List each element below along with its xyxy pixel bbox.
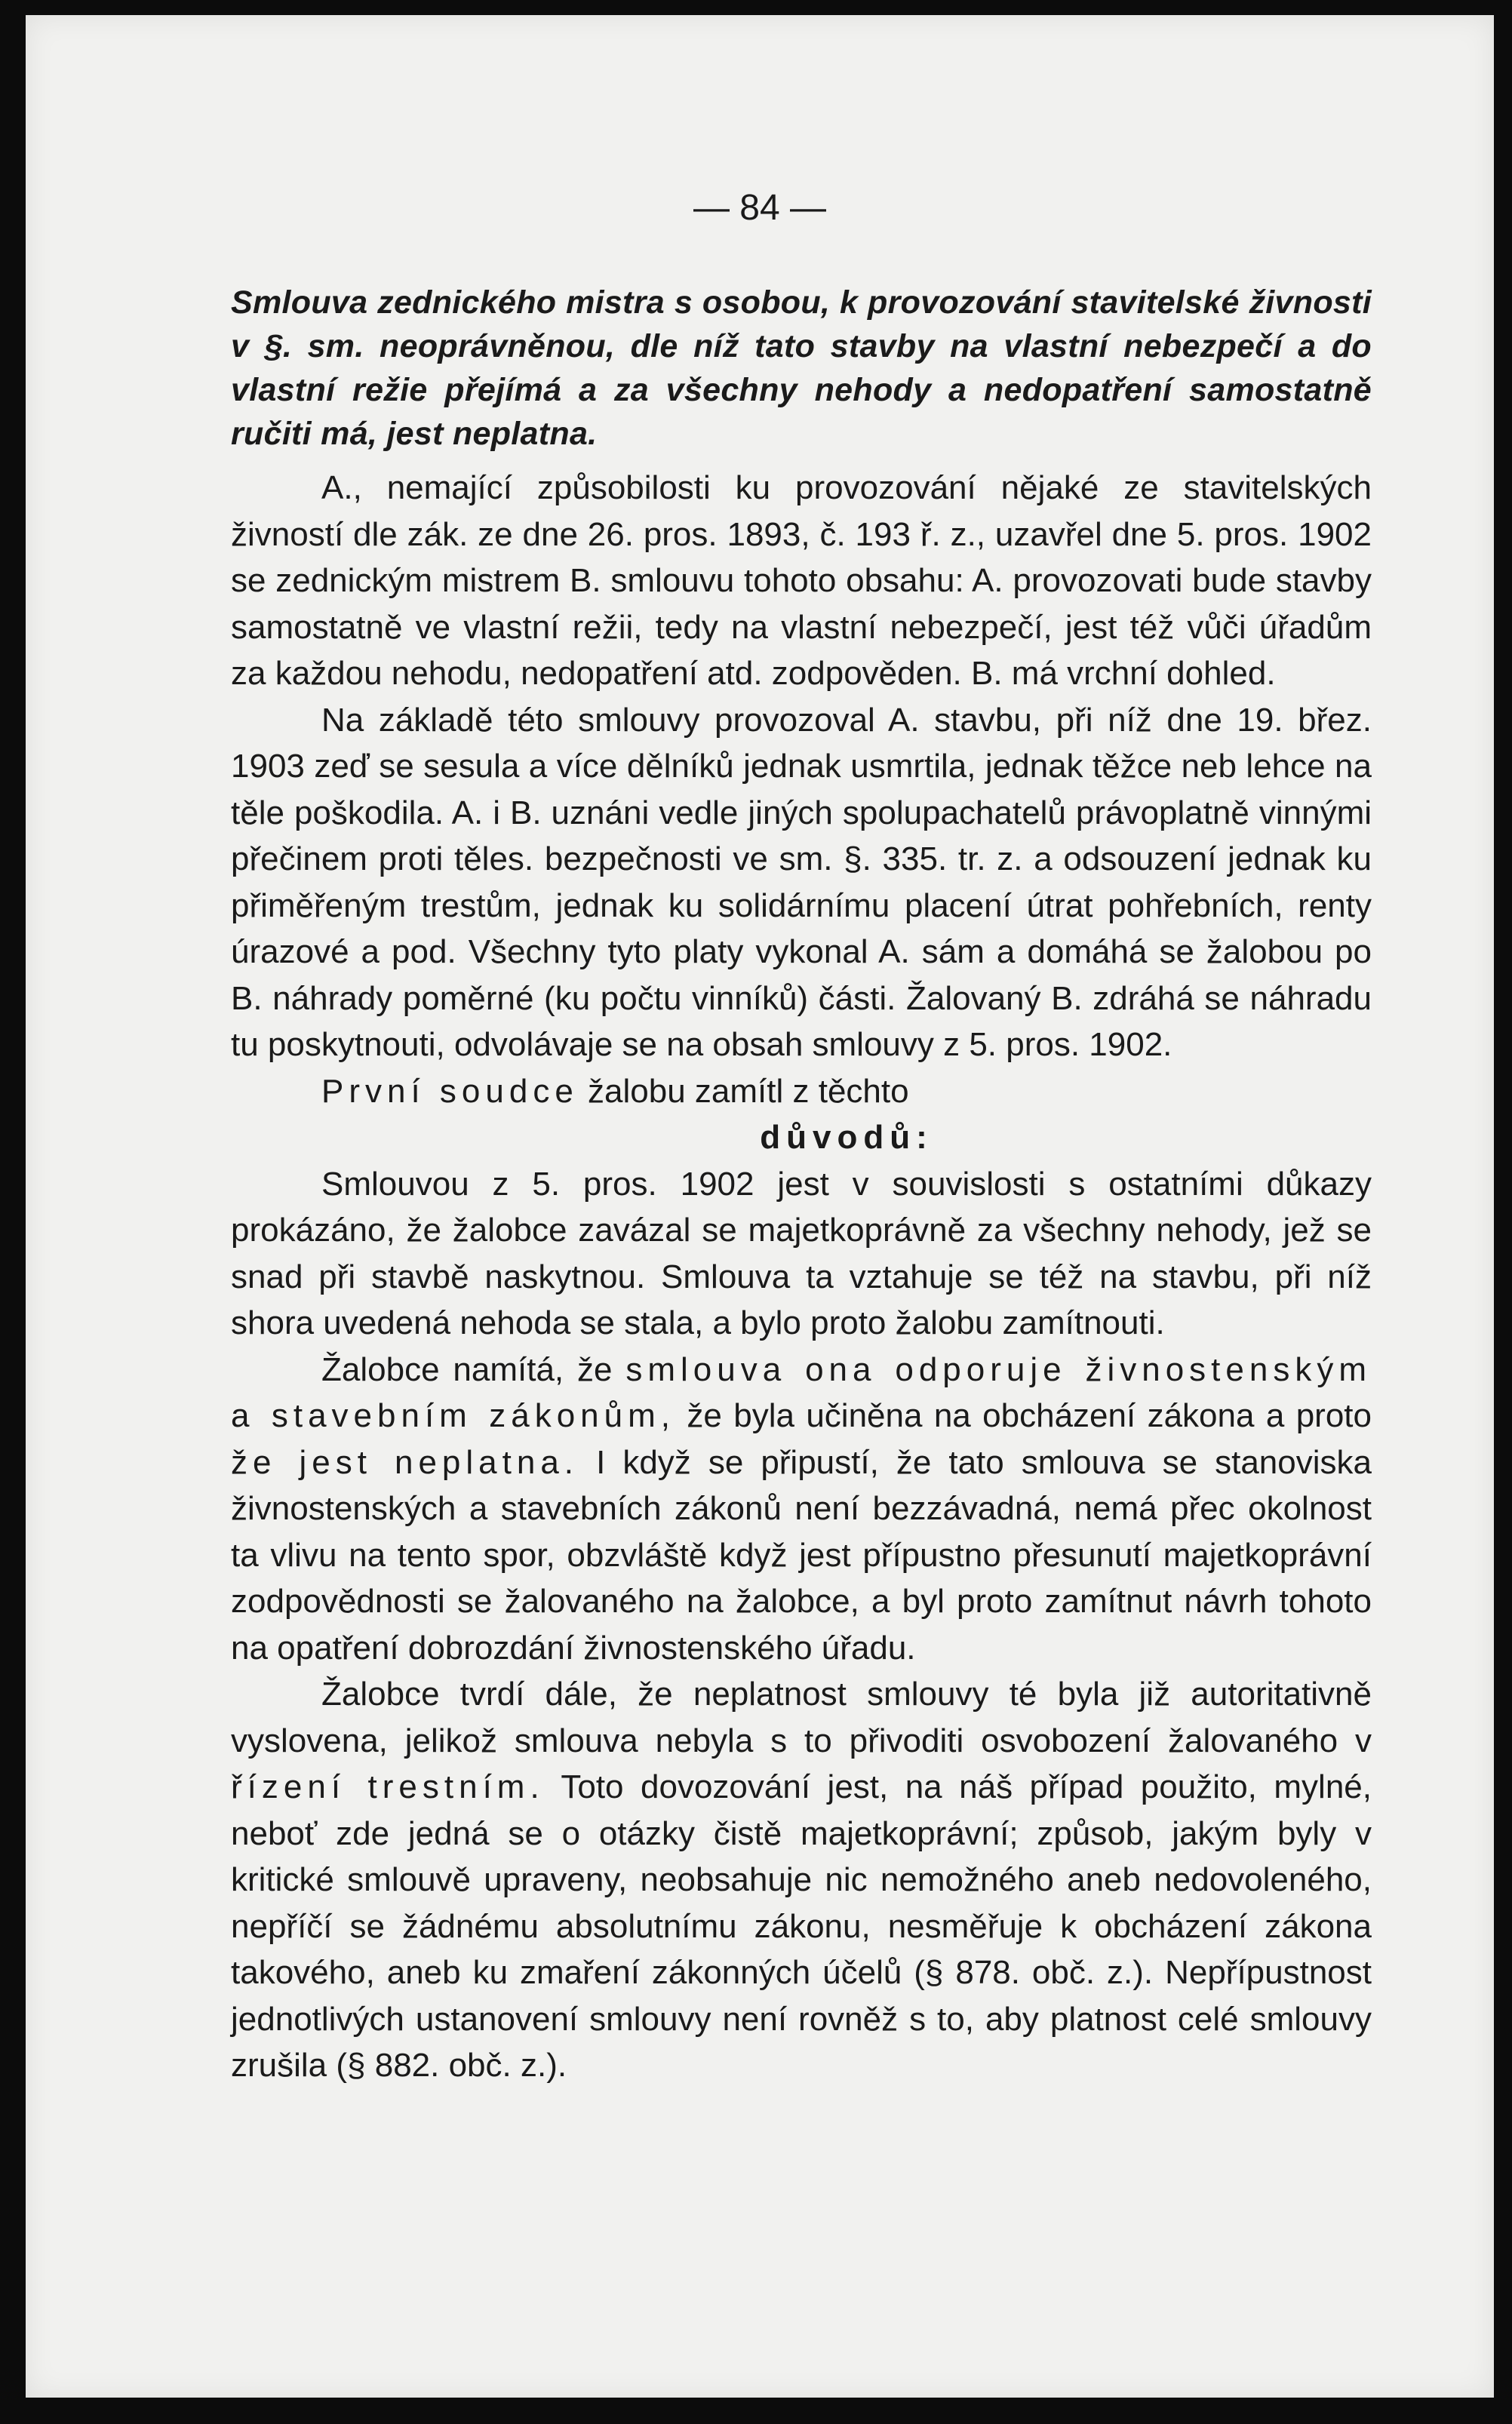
headnote: Smlouva zednického mistra s osobou, k provozování stavitelské živnosti v §. sm. neoprávněnou, dle níž tato stavby na vlastní nebezpečí a do vlastní režie přejímá a za všechny nehody a nedopatření samostatně ručiti má, jest neplatna.: [231, 284, 1372, 452]
page-number: — 84 —: [693, 188, 827, 228]
objection-spaced-1: smlouva ona odporuje živnostenským a stavebním zákonům,: [231, 1350, 1372, 1434]
appeal-start: Žalobce tvrdí dále, že neplatnost smlouvy té byla již autoritativně vyslovena, jelikož smlouva nebyla s to přivoditi osvobození žalovaného v: [231, 1676, 1372, 1759]
first-court-rest: žalobu zamítl z těchto: [588, 1072, 909, 1110]
appeal-spaced: řízení trestním.: [231, 1768, 545, 1805]
first-court-label: První soudce: [321, 1072, 579, 1110]
appeal-rest: Toto dovozování jest, na náš případ použito, mylné, neboť zde jedná se o otázky čistě majetkoprávní; způsob, jakým byly v kritické smlouvě upraveny, neobsahuje nic nemožného aneb nedovoleného, nepříčí se žádnému absolutnímu zákonu, nesměřuje k obcházení zákona takového, aneb ku zmaření zákonných účelů (§ 878. obč. z.). Nepřípustnost jednotlivých ustanovení smlouvy není rovněž s to, aby platnost celé smlouvy zrušila (§ 882. obč. z.).: [231, 1768, 1372, 2084]
paragraph-accident: Na základě této smlouvy provozoval A. stavbu, při níž dne 19. břez. 1903 zeď se sesula a více dělníků jednak usmrtila, jednak těžce neb lehce na těle poškodila. A. i B. uznáni vedle jiných spolupachatelů právoplatně vinnými přečinem proti těles. bezpečnosti ve sm. §. 335. tr. z. a odsouzení jednak ku přiměřeným trestům, jednak ku solidárnímu placení útrat pohřebních, renty úrazové a pod. Všechny tyto platy vykonal A. sám a domáhá se žalobou po B. náhrady poměrné (ku počtu vinníků) části. Žalovaný B. zdráhá se náhradu tu poskytnouti, odvolávaje se na obsah smlouvy z 5. pros. 1902.: [231, 701, 1372, 1063]
body-text: [231, 465, 1372, 2089]
paragraph-first-court: [231, 1068, 1372, 1115]
objection-mid: že byla učiněna na obcházení zákona a proto: [687, 1397, 1372, 1434]
paragraph-reasons: Smlouvou z 5. pros. 1902 jest v souvislosti s ostatními důkazy prokázáno, že žalobce zavázal se majetkoprávně za všechny nehody, jež se snad při stavbě naskytnou. Smlouva ta vztahuje se též na stavbu, při níž shora uvedená nehoda se stala, a bylo proto žalobu zamítnouti.: [231, 1165, 1372, 1341]
paragraph-objection: [231, 1347, 1372, 1672]
paragraph-contract: A., nemající způsobilosti ku provozování nějaké ze stavitelských živností dle zák. ze dne 26. pros. 1893, č. 193 ř. z., uzavřel dne 5. pros. 1902 se zednickým mistrem B. smlouvu tohoto obsahu: A. provozovati bude stavby samostatně ve vlastní režii, tedy na vlastní nebezpečí, jest též vůči úřadům za každou nehodu, nedopatření atd. zodpověden. B. má vrchní dohled.: [231, 469, 1372, 692]
objection-spaced-2: že jest neplatna.: [231, 1443, 579, 1481]
paragraph-appeal: [231, 1671, 1372, 2089]
reasons-heading: důvodů:: [760, 1119, 933, 1156]
document-page: [26, 15, 1494, 2398]
objection-start: Žalobce namítá, že: [321, 1350, 613, 1388]
objection-rest: I když se připustí, že tato smlouva se stanoviska živnostenských a stavebních zákonů není bezzávadná, nemá přec okolnost ta vlivu na tento spor, obzvláště když jest přípustno přesunutí majetkoprávní zodpovědnosti se žalovaného na žalobce, a byl proto zamítnut návrh tohoto na opatření dobrozdání živnostenského úřadu.: [231, 1443, 1372, 1667]
